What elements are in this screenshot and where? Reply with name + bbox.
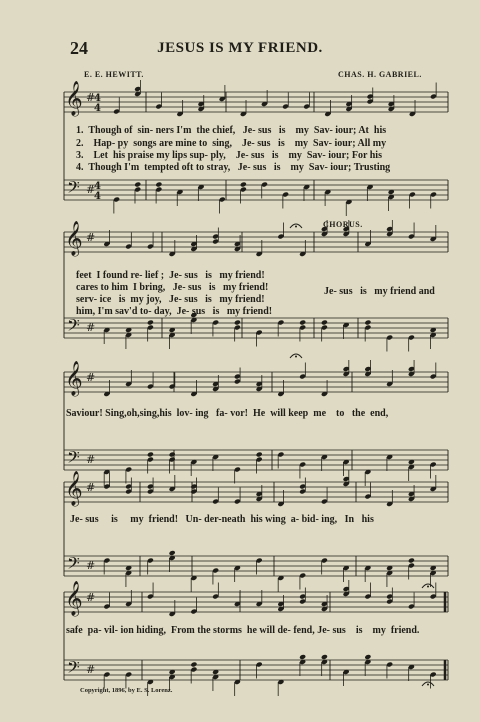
chorus-lyric-1: Je- sus is my friend and: [324, 286, 435, 297]
key-signature-sharp: #: [86, 559, 96, 572]
treble-clef: 𝄞: [65, 581, 83, 616]
fermata-dot: [427, 684, 429, 686]
hymn-title: JESUS IS MY FRIEND.: [157, 40, 323, 56]
verse-1-line-1: 1. Though of sin- ners I'm the chief, Je- sus is my Sav- iour; At his: [76, 125, 387, 136]
verse-4-line-2: him, I'm sav'd to- day, Je- sus is my friend!: [76, 306, 273, 317]
key-signature-sharp: #: [86, 183, 96, 196]
chorus-lyric-2: Saviour! Sing,oh,sing,his lov- ing fa- vor! He will keep me to the end,: [66, 408, 389, 419]
key-signature-sharp: #: [86, 321, 96, 334]
chorus-lyric-4: safe pa- vil- ion hiding, From the storms he will de- fend, Je- sus is my friend.: [66, 625, 420, 636]
bass-note: [169, 452, 176, 458]
bass-clef: 𝄢: [67, 657, 80, 681]
bass-clef: 𝄢: [67, 553, 80, 577]
key-signature-sharp: #: [86, 663, 96, 676]
time-signature: 4: [94, 103, 101, 114]
bass-clef: 𝄢: [67, 447, 80, 471]
treble-clef: 𝄞: [65, 471, 83, 506]
bass-note: [155, 182, 162, 188]
bass-clef: 𝄢: [67, 177, 80, 201]
key-signature-sharp: #: [86, 453, 96, 466]
bass-note: [234, 320, 241, 326]
treble-clef: 𝄞: [65, 221, 83, 256]
treble-clef: 𝄞: [65, 361, 83, 396]
bass-note: [147, 452, 154, 458]
key-signature-sharp: #: [86, 371, 96, 384]
bass-note: [240, 182, 247, 188]
verse-3-line-1: 3. Let his praise my lips sup- ply, Je- sus is my Sav- iour; For his: [76, 150, 382, 161]
key-signature-sharp: #: [86, 91, 96, 104]
page-number: 24: [70, 38, 88, 58]
bass-note: [134, 182, 141, 188]
verse-4-line-1: 4. Though I'm tempted oft to stray, Je- sus is my Sav- iour; Trusting: [76, 162, 391, 173]
treble-clef: 𝄞: [65, 81, 83, 116]
fermata-dot: [295, 356, 297, 358]
time-signature: 4: [94, 191, 101, 202]
verse-3-line-2: serv- ice is my joy, Je- sus is my friend!: [76, 294, 265, 305]
bass-note: [321, 320, 328, 326]
bass-note: [364, 654, 371, 660]
copyright-notice: Copyright, 1896, by E. S. Lorenz.: [80, 687, 173, 694]
verse-2-line-2: cares to him I bring, Je- sus is my friend!: [76, 282, 269, 293]
key-signature-sharp: #: [86, 481, 96, 494]
bass-note: [169, 550, 176, 556]
bass-note: [147, 320, 154, 326]
time-signature: 4: [94, 181, 101, 192]
verse-2-line-1: 2. Hap- py songs are mine to sing, Je- sus is my Sav- iour; All my: [76, 138, 387, 149]
bass-note: [321, 654, 328, 660]
lyricist-credit: E. E. HEWITT.: [84, 70, 144, 79]
bass-note: [299, 654, 306, 660]
bass-note: [190, 662, 197, 668]
bass-note: [408, 558, 415, 564]
time-signature: 4: [94, 93, 101, 104]
bass-note: [364, 320, 371, 326]
chorus-label: CHORUS.: [323, 220, 363, 229]
key-signature-sharp: #: [86, 231, 96, 244]
fermata-dot: [295, 226, 297, 228]
verse-1-line-2: feet I found re- lief ; Je- sus is my friend!: [76, 270, 265, 281]
composer-credit: CHAS. H. GABRIEL.: [338, 70, 422, 79]
bass-clef: 𝄢: [67, 315, 80, 339]
bass-note: [299, 320, 306, 326]
chorus-lyric-3: Je- sus is my friend! Un- der-neath his wing a- bid- ing, In his: [70, 514, 374, 525]
fermata-dot: [427, 586, 429, 588]
bass-note: [256, 452, 263, 458]
key-signature-sharp: #: [86, 591, 96, 604]
